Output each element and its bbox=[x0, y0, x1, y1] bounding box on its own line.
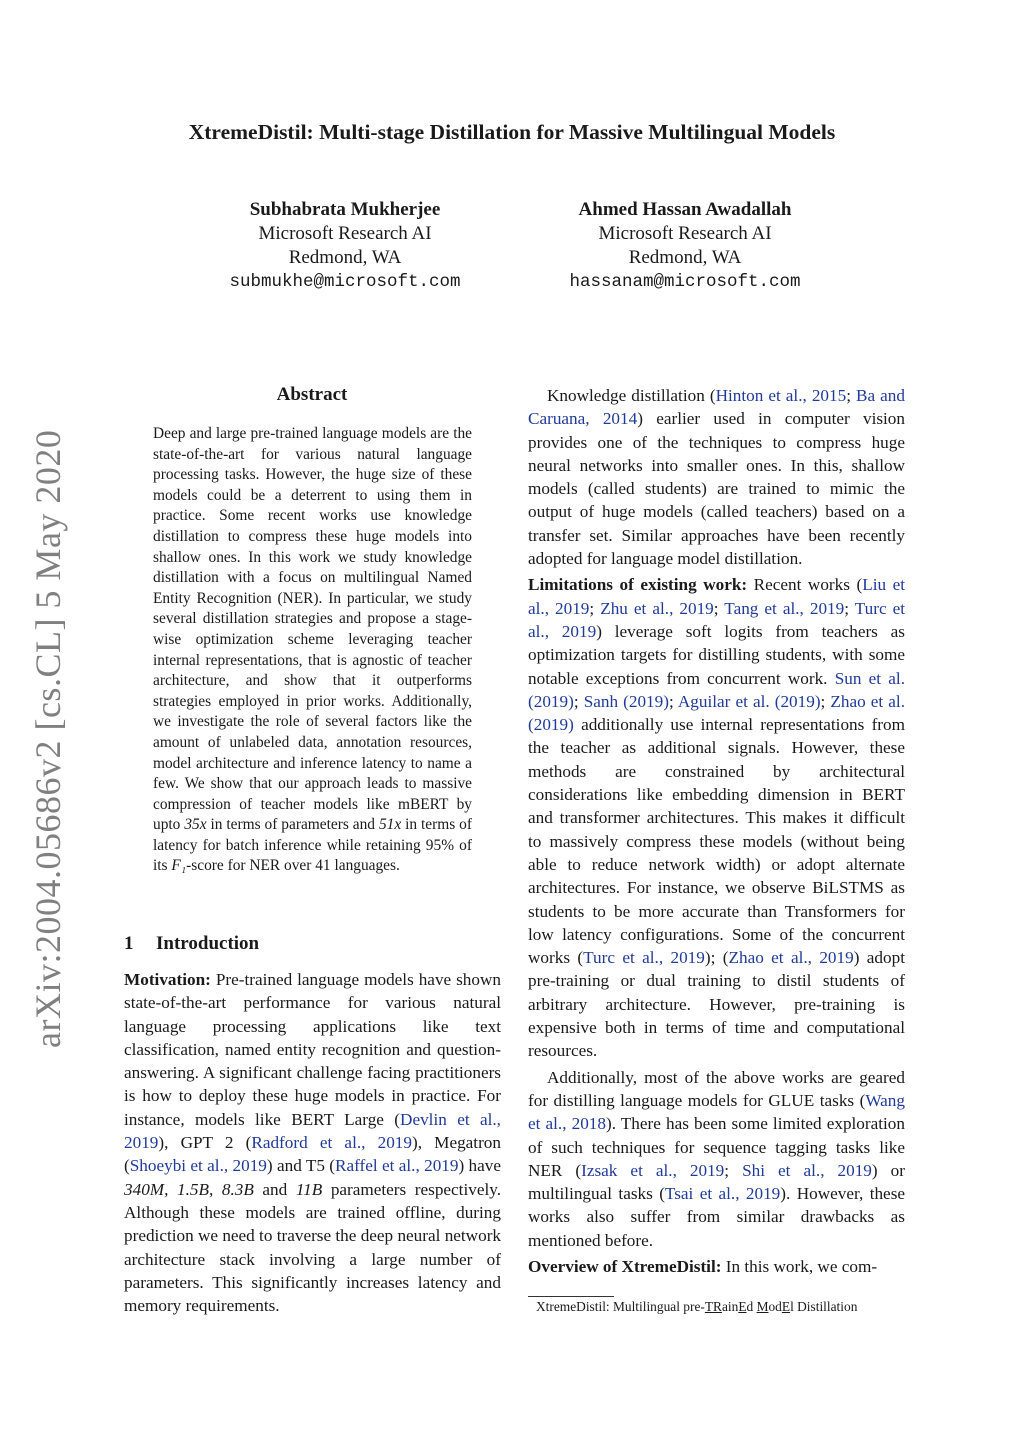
abstract-text: in terms of parameters and bbox=[206, 816, 379, 834]
footnote-text: ain bbox=[721, 1299, 739, 1314]
runin-heading: Limitations of existing work: bbox=[528, 575, 748, 595]
abstract-text: -score for NER over 41 languages. bbox=[186, 857, 400, 875]
citation-link[interactable]: Aguilar et al. (2019) bbox=[677, 691, 821, 711]
body-text: and bbox=[253, 1179, 296, 1199]
citation-link[interactable]: Liu et al., 2019 bbox=[528, 575, 906, 618]
footnote-underlined: TR bbox=[704, 1299, 722, 1314]
citation-link[interactable]: Zhao et al. (2019) bbox=[528, 691, 905, 735]
footnote-text: l Distillation bbox=[790, 1299, 858, 1314]
body-text: ; bbox=[713, 598, 725, 618]
citation-link[interactable]: Turc et al., 2019 bbox=[583, 948, 705, 968]
math-inline: 11B bbox=[295, 1179, 323, 1199]
body-text: ) and T5 ( bbox=[266, 1156, 336, 1176]
citation-link[interactable]: Tsai et al., 2019 bbox=[664, 1184, 781, 1204]
runin-heading: Overview of XtremeDistil: bbox=[528, 1256, 722, 1276]
body-text: Recent works ( bbox=[747, 575, 863, 595]
body-text: parameters respectively. Although these models are trained offline, during prediction we need to traverse the deep neural network architecture stack involving a large number of parameters. This significantly increases latency and memory requirements. bbox=[124, 1179, 502, 1316]
body-text: additionally use internal representations from the teacher as additional signals. However, these methods are constrained by architectural considerations like embedding dimension in BERT and transformer architectures. This makes it difficult to massively compress these models (without being able to reduce network width) or adopt alternate architectures. For instance, we observe BiLSTMS as students to be more accurate than Transformers for low latency configurations. Some of the concurrent works ( bbox=[528, 715, 905, 968]
body-text: ) earlier used in computer vision provides one of the techniques to compress huge neural networks into smaller ones. In this, shallow models (called students) are trained to mimic the output of huge models (called teachers) based on a transfer set. Similar approaches have been recently adopted for language model distillation. bbox=[528, 409, 905, 569]
author-email: hassanam@microsoft.com bbox=[569, 272, 801, 292]
math-inline: F₁ bbox=[171, 857, 187, 875]
paragraph-motivation bbox=[124, 968, 501, 1317]
citation-link[interactable]: Hinton et al., 2015 bbox=[715, 386, 847, 405]
body-text: ), GPT 2 ( bbox=[158, 1133, 252, 1153]
citation-link[interactable]: Sun et al. (2019) bbox=[528, 668, 905, 711]
paragraph-limitations bbox=[528, 573, 905, 1062]
body-text: ; bbox=[573, 691, 584, 711]
citation-link[interactable]: Shi et al., 2019 bbox=[742, 1160, 872, 1180]
left-column-body bbox=[124, 968, 501, 1317]
abstract-heading: Abstract bbox=[276, 384, 348, 405]
body-text: In this work, we com- bbox=[721, 1256, 878, 1276]
footnote-underlined: E bbox=[781, 1299, 791, 1314]
math-inline: 8.3B bbox=[221, 1179, 254, 1199]
body-text: ; bbox=[589, 598, 601, 618]
citation-link[interactable]: Radford et al., 2019 bbox=[251, 1133, 412, 1153]
math-inline: 35x bbox=[184, 816, 207, 834]
paragraph-overview bbox=[528, 1255, 905, 1278]
body-text: ; bbox=[844, 598, 855, 618]
section-number: 1 bbox=[124, 933, 134, 954]
body-text: ), Megatron ( bbox=[124, 1133, 501, 1176]
footnote-underlined: M bbox=[756, 1299, 769, 1314]
footnote-underlined: E bbox=[738, 1299, 747, 1314]
citation-link[interactable]: Sanh (2019) bbox=[583, 691, 669, 711]
body-text: Additionally, most of the above works are geared for distilling language models for GLUE tasks ( bbox=[528, 1067, 905, 1110]
body-text: Pre-trained language models have shown state-of-the-art performance for various natural language processing applications like text classification, named entity recognition and question-answering. A significant challenge facing practitioners is how to deploy these huge models in practice. For instance, models like BERT Large ( bbox=[124, 970, 501, 1129]
author-location: Redmond, WA bbox=[288, 247, 402, 268]
body-text: ). There has been some limited exploration of such techniques for sequence tagging tasks like NER ( bbox=[528, 1114, 905, 1180]
body-text: ; bbox=[846, 386, 857, 405]
body-text: ) or multilingual tasks ( bbox=[528, 1160, 905, 1204]
math-inline: 51x bbox=[378, 816, 402, 834]
footnote bbox=[528, 1298, 905, 1316]
paragraph-additionally bbox=[528, 1066, 905, 1252]
body-text: ; bbox=[724, 1160, 743, 1180]
citation-link[interactable]: Zhu et al., 2019 bbox=[600, 598, 714, 618]
body-text: , bbox=[164, 1179, 177, 1199]
citation-link[interactable]: Raffel et al., 2019 bbox=[335, 1156, 459, 1176]
author-location: Redmond, WA bbox=[628, 247, 742, 268]
right-column-body bbox=[528, 384, 905, 1278]
author-block-2 bbox=[535, 198, 835, 294]
section-title: Introduction bbox=[156, 933, 260, 954]
body-text: ; bbox=[820, 691, 831, 711]
section-heading-introduction bbox=[124, 932, 259, 956]
paper-title: XtremeDistil: Multi-stage Distillation for Massive Multilingual Models bbox=[188, 120, 836, 144]
author-affiliation: Microsoft Research AI bbox=[258, 223, 432, 244]
body-text: ; bbox=[668, 691, 678, 711]
abstract-text: of its bbox=[153, 836, 472, 875]
author-block-1 bbox=[195, 198, 495, 294]
runin-heading: Motivation: bbox=[124, 970, 211, 989]
abstract-body bbox=[153, 424, 472, 877]
author-email: submukhe@microsoft.com bbox=[229, 272, 461, 292]
author-name: Ahmed Hassan Awadallah bbox=[578, 199, 792, 220]
body-text: Knowledge distillation ( bbox=[547, 386, 716, 405]
citation-link[interactable]: Wang et al., 2018 bbox=[528, 1090, 905, 1134]
body-text: ) have bbox=[458, 1156, 502, 1176]
body-text: ) leverage soft logits from teachers as optimization targets for distilling students, with some notable exceptions from concurrent work. bbox=[528, 621, 905, 688]
footnote-text: d bbox=[746, 1299, 757, 1314]
paragraph-knowledge-distillation bbox=[528, 384, 905, 570]
citation-link[interactable]: Ba and Caruana, 2014 bbox=[528, 386, 905, 429]
math-inline: 95% bbox=[425, 836, 455, 854]
author-affiliation: Microsoft Research AI bbox=[598, 223, 772, 244]
footnote-text: XtremeDistil: Multilingual pre- bbox=[536, 1299, 705, 1314]
math-inline: 340M bbox=[124, 1179, 165, 1199]
arxiv-identifier: arXiv:2004.05686v2 [cs.CL] 5 May 2020 bbox=[28, 429, 68, 1048]
citation-link[interactable]: Shoeybi et al., 2019 bbox=[129, 1156, 267, 1176]
abstract-text: in terms of latency for batch inference while retaining bbox=[153, 816, 472, 854]
citation-link[interactable]: Tang et al., 2019 bbox=[724, 598, 845, 618]
body-text: ); ( bbox=[704, 948, 729, 968]
citation-link[interactable]: Zhao et al., 2019 bbox=[728, 948, 854, 968]
citation-link[interactable]: Izsak et al., 2019 bbox=[581, 1160, 725, 1180]
abstract-text: Deep and large pre-trained language models are the state-of-the-art for various natural language processing tasks. However, the huge size of these models could be a deterrent to using them in practice. Some recent works use knowledge distillation to compress these huge models into shallow ones. In this work we study knowledge distillation with a focus on multilingual Named Entity Recognition (NER). In particular, we study several distillation strategies and propose a stage-wise optimization scheme leveraging teacher internal representations, that is agnostic of teacher architecture, and show that it outperforms strategies employed in prior works. Additionally, we investigate the role of several factors like the amount of unlabeled data, annotation resources, model architecture and inference latency to name a few. We show that our approach leads to massive compression of teacher models like mBERT by upto bbox=[153, 425, 472, 834]
footnote-text: od bbox=[768, 1299, 782, 1314]
math-inline: 1.5B bbox=[176, 1179, 209, 1199]
body-text: ) adopt pre-training or dual training to distil students of arbitrary architecture. However, pre-training is expensive both in terms of time and computational resources. bbox=[528, 948, 905, 1061]
citation-link[interactable]: Turc et al., 2019 bbox=[528, 598, 906, 641]
citation-link[interactable]: Devlin et al., 2019 bbox=[124, 1109, 501, 1153]
author-name: Subhabrata Mukherjee bbox=[249, 199, 441, 220]
body-text: , bbox=[208, 1179, 222, 1199]
footnote-rule bbox=[528, 1296, 614, 1297]
body-text: ). However, these works also suffer from similar drawbacks as mentioned before. bbox=[528, 1184, 906, 1250]
